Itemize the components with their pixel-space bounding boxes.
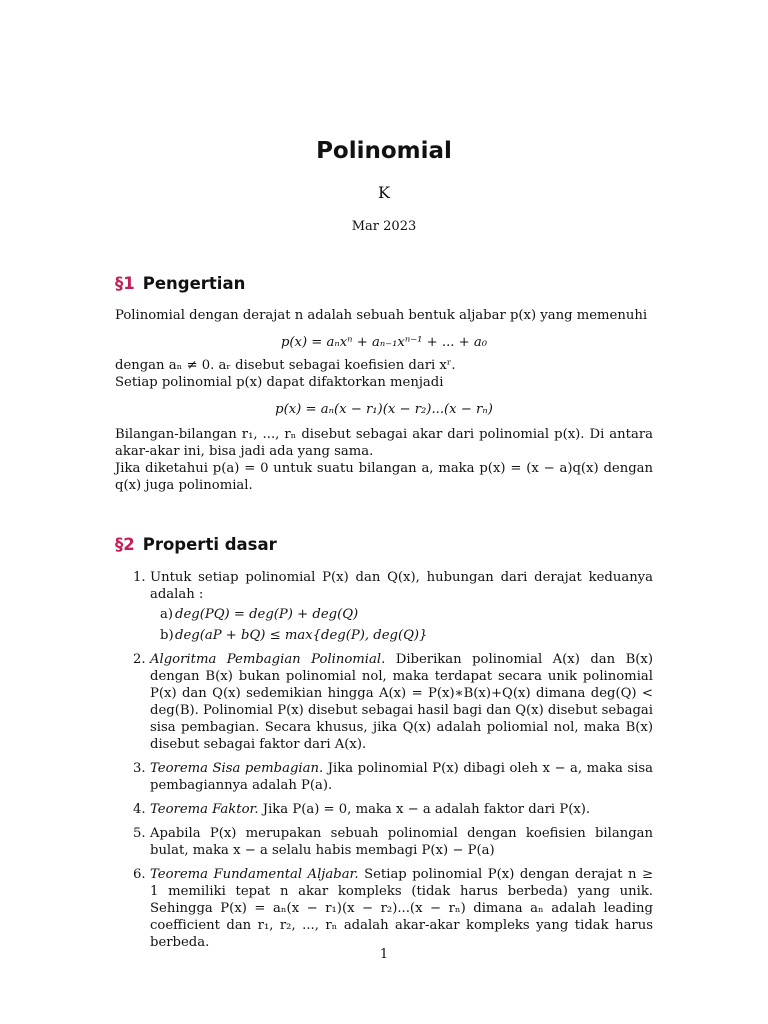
list-item-heading: Teorema Fundamental Aljabar. xyxy=(150,867,359,882)
sub-list-label: a) xyxy=(160,607,174,622)
document-title: Polinomial xyxy=(316,138,452,164)
sub-list-item xyxy=(150,627,653,644)
list-item-text: Diberikan polinomial A(x) dan B(x) dengan B(x) bukan polinomial nol, maka terdapat secara unik polinomial P(x) dan Q(x) sedemikian hingga A(x) = P(x)∗B(x)+Q(x) dimana deg(Q) < deg(B). Polinomial P(x) disebut sebagai hasil bagi dan Q(x) disebut sebagai sisa pembagian. Secara khusus, jika Q(x) adalah poliomial nol, maka B(x) disebut sebagai faktor dari A(x). xyxy=(150,652,653,752)
section-1-body xyxy=(115,307,653,494)
list-item xyxy=(115,866,653,951)
list-item-heading: Teorema Faktor. xyxy=(150,802,259,817)
sub-list-label: b) xyxy=(160,628,174,643)
list-item xyxy=(115,825,653,859)
document-author: K xyxy=(378,183,390,202)
section-title: Properti dasar xyxy=(142,535,277,554)
list-item-text: Setiap polinomial P(x) dengan derajat n ≥ 1 memiliki tepat n akar kompleks (tidak harus berbeda) yang unik. Sehingga P(x) = aₙ(x − r₁)(x − r₂)...(x − rₙ) dimana aₙ adalah leading coefficient dan r₁, r₂, ..., rₙ adalah akar-akar kompleks yang tidak harus berbeda. xyxy=(150,867,653,950)
sub-list-text: deg(aP + bQ) ≤ max{deg(P), deg(Q)} xyxy=(175,628,428,643)
section-heading-properti-dasar xyxy=(115,534,277,556)
section-title: Pengertian xyxy=(142,274,246,293)
list-item xyxy=(115,801,653,818)
list-item-text: Apabila P(x) merupakan sebuah polinomial dengan koefisien bilangan bulat, maka x − a selalu habis membagi P(x) − P(a) xyxy=(150,826,653,858)
list-item-text: Jika P(a) = 0, maka x − a adalah faktor dari P(x). xyxy=(262,802,591,817)
sub-list-text: deg(PQ) = deg(P) + deg(Q) xyxy=(175,607,359,622)
list-item xyxy=(115,569,653,644)
document-page xyxy=(115,0,653,1024)
sub-list-item xyxy=(150,606,653,623)
list-number: 3. xyxy=(133,761,146,776)
page-number: 1 xyxy=(379,947,389,962)
section-number: §2 xyxy=(115,535,135,554)
list-item-heading: Teorema Sisa pembagian. xyxy=(150,761,324,776)
list-item-text: Jika polinomial P(x) dibagi oleh x − a, maka sisa pembagiannya adalah P(a). xyxy=(150,761,653,793)
paragraph: Jika diketahui p(a) = 0 untuk suatu bilangan a, maka p(x) = (x − a)q(x) dengan q(x) juga polinomial. xyxy=(115,461,653,493)
paragraph: Polinomial dengan derajat n adalah sebuah bentuk aljabar p(x) yang memenuhi xyxy=(115,308,648,323)
paragraph: Setiap polinomial p(x) dapat difaktorkan menjadi xyxy=(115,375,444,390)
section-number: §1 xyxy=(115,274,135,293)
list-item-heading: Algoritma Pembagian Polinomial. xyxy=(150,652,386,667)
list-number: 4. xyxy=(133,802,146,817)
list-item xyxy=(115,760,653,794)
list-number: 6. xyxy=(133,867,146,882)
paragraph: dengan aₙ ≠ 0. aᵣ disebut sebagai koefisien dari xʳ. xyxy=(115,358,456,373)
document-date: Mar 2023 xyxy=(351,219,417,234)
list-item xyxy=(115,651,653,753)
equation: p(x) = aₙxⁿ + aₙ₋₁xⁿ⁻¹ + ... + a₀ xyxy=(280,335,488,350)
list-number: 1. xyxy=(133,570,146,585)
sub-list xyxy=(150,606,653,644)
paragraph: Bilangan-bilangan r₁, ..., rₙ disebut sebagai akar dari polinomial p(x). Di antara akar-akar ini, bisa jadi ada yang sama. xyxy=(115,427,653,459)
property-list xyxy=(115,569,653,951)
section-heading-pengertian xyxy=(115,273,245,295)
equation: p(x) = aₙ(x − r₁)(x − r₂)...(x − rₙ) xyxy=(275,402,493,417)
list-item-text: Untuk setiap polinomial P(x) dan Q(x), hubungan dari derajat keduanya adalah : xyxy=(150,570,653,602)
list-number: 5. xyxy=(133,826,146,841)
list-number: 2. xyxy=(133,652,146,667)
